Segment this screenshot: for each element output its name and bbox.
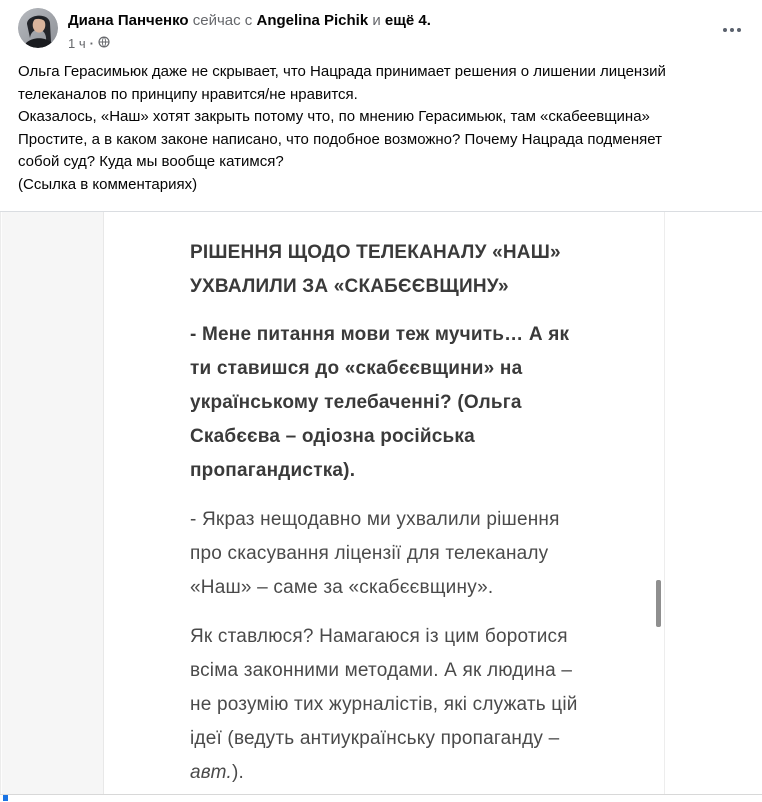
post-image[interactable] bbox=[0, 211, 762, 795]
post-meta bbox=[68, 34, 702, 52]
document-line: не розумію тих журналістів, які служать цій bbox=[190, 694, 578, 715]
document-line: українському телебаченні? (Ольга bbox=[190, 392, 522, 413]
document-title-line: УХВАЛИЛИ ЗА «СКАБЄЄВЩИНУ» bbox=[190, 276, 509, 297]
document-line: «Наш» – саме за «скабєєвщину». bbox=[190, 577, 494, 598]
document-line: Як ставлюся? Намагаюся із цим боротися bbox=[190, 626, 568, 647]
author-name[interactable]: Диана Панченко bbox=[68, 12, 189, 29]
post-byline bbox=[68, 11, 702, 31]
document-line: Скабєєва – одіозна російська bbox=[190, 426, 475, 447]
document-line: пропагандистка). bbox=[190, 460, 356, 481]
post-header bbox=[68, 11, 702, 52]
post-text-line: (Ссылка в комментариях) bbox=[18, 175, 198, 193]
document-paragraph bbox=[190, 318, 660, 488]
tagged-friend[interactable]: Angelina Pichik bbox=[256, 12, 369, 29]
document-text bbox=[190, 236, 660, 790]
byline-period: . bbox=[426, 12, 431, 29]
post-options-button[interactable] bbox=[718, 20, 746, 40]
byline-and: и bbox=[372, 12, 381, 29]
post-text-line: Оказалось, «Наш» хотят закрыть потому что, по мнению Герасимьюк, там «скабеевщина» bbox=[18, 108, 650, 125]
text-cursor-artifact bbox=[3, 795, 8, 801]
document-line: ідеї (ведуть антиукраїнську пропаганду – bbox=[190, 728, 560, 749]
document-page-edge bbox=[664, 212, 665, 794]
document-title bbox=[190, 236, 660, 304]
document-line: всіма законними методами. А як людина – bbox=[190, 660, 573, 681]
document-scrollbar-thumb bbox=[656, 580, 661, 627]
document-line: авт.). bbox=[190, 762, 244, 783]
post-text-line: Ольга Герасимьюк даже не скрывает, что Нацрада принимает решения о лишении лицензий bbox=[18, 63, 666, 80]
document-line: - Якраз нещодавно ми ухвалили рішення bbox=[190, 509, 560, 530]
document-title-line: РІШЕННЯ ЩОДО ТЕЛЕКАНАЛУ «НАШ» bbox=[190, 242, 561, 263]
document-line: ти ставишся до «скабєєвщини» на bbox=[190, 358, 523, 379]
timestamp-link[interactable]: 1 ч bbox=[68, 35, 86, 51]
post-text-line: телеканалов по принципу нравится/не нравится. bbox=[18, 85, 358, 103]
document-paragraph bbox=[190, 503, 660, 605]
post-text-line: собой суд? Куда мы вообще катимся? bbox=[18, 153, 284, 170]
byline-context: сейчас с bbox=[192, 12, 253, 29]
avatar[interactable] bbox=[18, 8, 58, 48]
post-text bbox=[18, 61, 748, 196]
document-left-margin bbox=[2, 212, 104, 794]
ellipsis-icon bbox=[723, 28, 727, 32]
ellipsis-icon bbox=[730, 28, 734, 32]
globe-icon bbox=[98, 35, 110, 52]
post-text-line: Простите, а в каком законе написано, что подобное возможно? Почему Нацрада подменяет bbox=[18, 130, 663, 148]
document-paragraph bbox=[190, 620, 660, 790]
more-tagged-link[interactable]: ещё 4 bbox=[384, 12, 427, 29]
document-line: - Мене питання мови теж мучить… А як bbox=[190, 324, 570, 345]
meta-separator: · bbox=[89, 35, 94, 51]
ellipsis-icon bbox=[737, 28, 741, 32]
document-line: про скасування ліцензії для телеканалу bbox=[190, 543, 549, 564]
profile-photo bbox=[18, 8, 58, 48]
